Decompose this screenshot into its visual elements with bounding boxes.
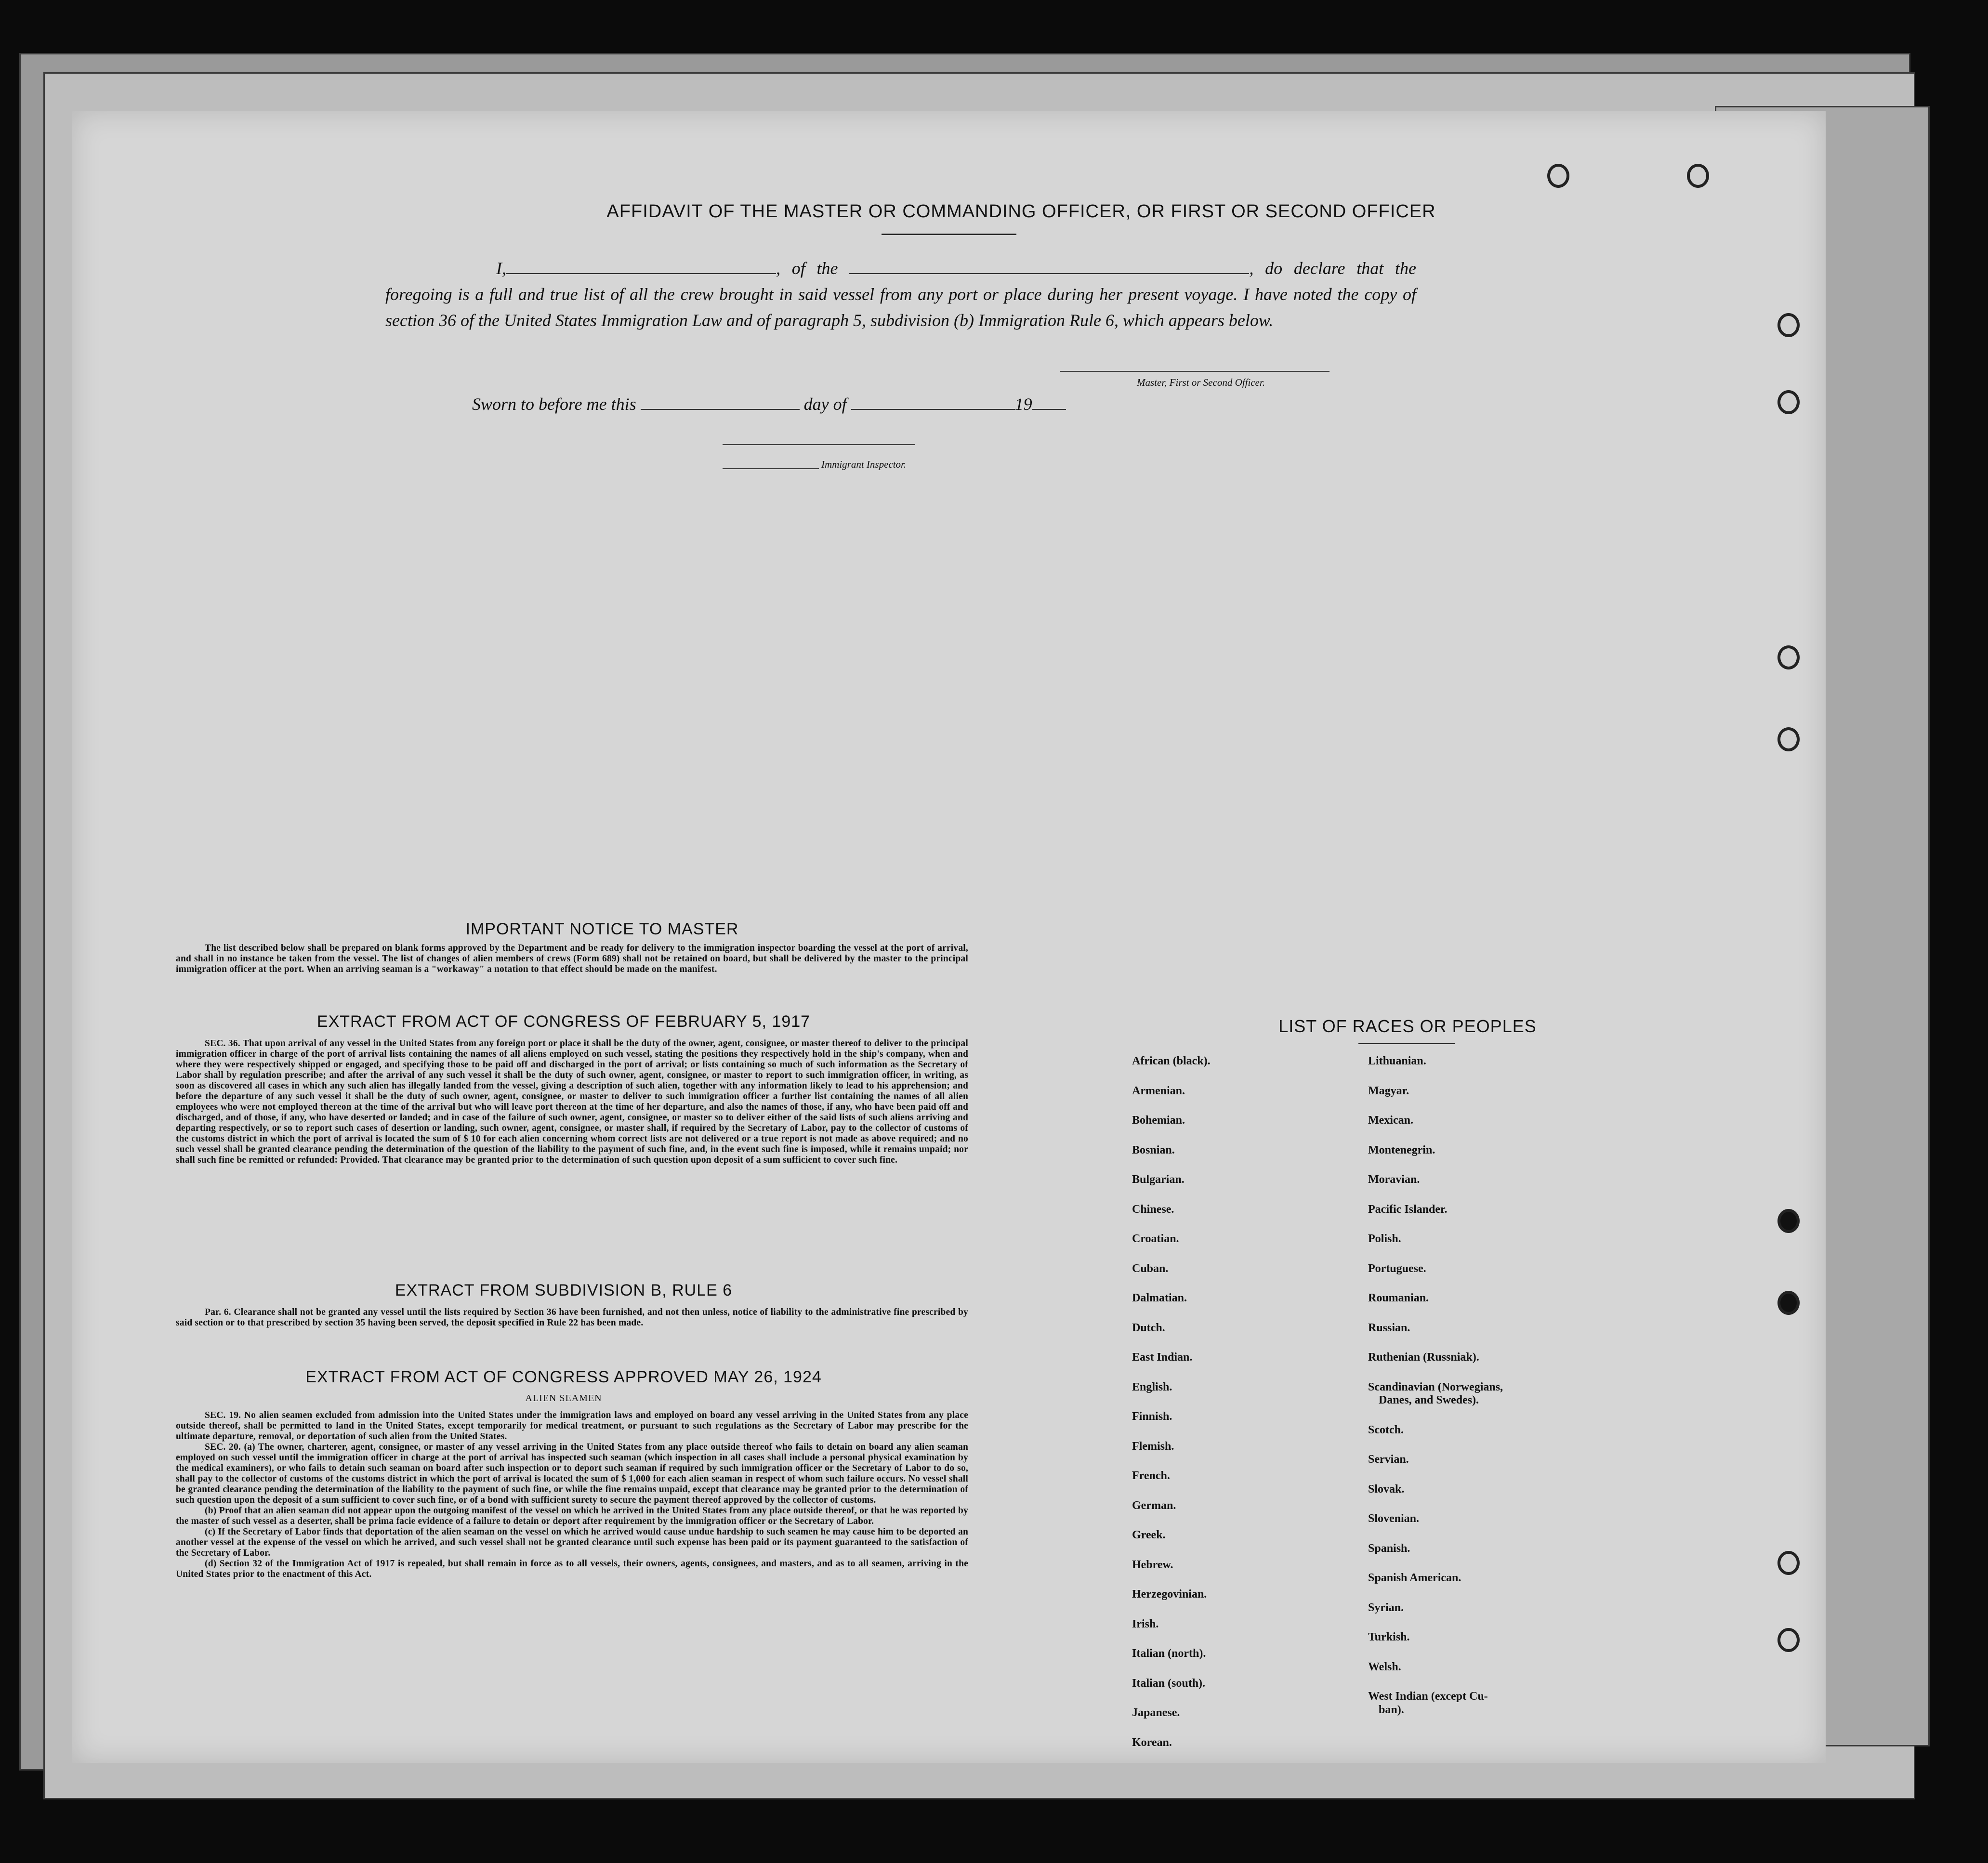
- binding-hole-icon: [1777, 1291, 1800, 1315]
- race-item: Syrian.: [1368, 1601, 1404, 1614]
- race-item: Irish.: [1132, 1617, 1159, 1630]
- race-item: Scotch.: [1368, 1423, 1404, 1436]
- races-left-column: [1132, 1055, 1211, 1766]
- race-item: Danes, and Swedes).: [1379, 1394, 1479, 1406]
- extract-1924-text: SEC. 19. No alien seamen excluded from admission into the United States under the immigration laws and employed on board any vessel arriving in the United States from any place outside thereof, shall be permitted to land in the United States, except temporarily for medical treatment, or pursuant to such regulations as the Secretary of Labor may prescribe for the ultimate departure, removal, or deportation of such alien from the United States. SEC. 20. (a) The owner, charterer, agent, consignee, or master of any vessel arriving in the United States from any place outside thereof who fails to detain on board any alien seaman employed on such vessel until the immigration officer in charge at the port of arrival has inspected such seaman (which inspection in all cases shall include a personal physical examination by the medical examiners), or who fails to detain such seaman on board after such inspection or to deport such seaman if required by such immigration officer or the Secretary of Labor to do so, shall pay to the collector of customs of the customs district in which the port of arrival is located the sum of $ 1,000 for each alien seaman in respect of whom such failure occurs. No vessel shall be granted clearance pending the determination of the liability to the payment of such fine, or while the fine remains unpaid, except that clearance may be granted prior to the determination of such question upon the deposit of a sum sufficient to cover such fine, or of a bond with sufficient surety to secure the payment thereof approved by the collector of customs. (b) Proof that an alien seaman did not appear upon the outgoing manifest of the vessel on which he arrived in the United States from any place outside thereof, or that he was reported by the master of such vessel as a deserter, shall be prima facie evidence of a failure to detain or deport after requirement by the immigration officer or the Secretary of Labor. (c) If the Secretary of Labor finds that deportation of the alien seaman on the vessel on which he arrived would cause undue hardship to such seamen he may cause him to be deported an another vessel at the expense of the vessel on which he arrived, and such vessel shall not be granted clearance until such expense has been paid or its payment guaranteed to the satisfaction of the Secretary of Labor. (d) Section 32 of the Immigration Act of 1917 is repealed, but shall remain in force as to all vessels, their owners, agents, consignees, and masters, and as to all seamen, arriving in the United States prior to the enactment of this Act.: [176, 1410, 968, 1579]
- affidavit-title: AFFIDAVIT OF THE MASTER OR COMMANDING OFFICER, OR FIRST OR SECOND OFFICER: [606, 201, 1436, 222]
- extract-1924-title: EXTRACT FROM ACT OF CONGRESS APPROVED MAY 26, 1924: [305, 1368, 822, 1386]
- race-item: German.: [1132, 1499, 1176, 1512]
- extract-1917-title: EXTRACT FROM ACT OF CONGRESS OF FEBRUARY 5, 1917: [316, 1012, 811, 1031]
- manifest-back-page: [72, 111, 1826, 1763]
- races-right-column: [1368, 1055, 1503, 1733]
- race-item: Hebrew.: [1132, 1558, 1173, 1571]
- race-item: West Indian (except Cu-: [1368, 1690, 1488, 1703]
- race-item: East Indian.: [1132, 1351, 1193, 1364]
- race-item: Bohemian.: [1132, 1114, 1185, 1127]
- race-item: Italian (south).: [1132, 1677, 1206, 1690]
- race-item: Cuban.: [1132, 1262, 1169, 1275]
- race-item: French.: [1132, 1469, 1170, 1482]
- inspector-caption: Immigrant Inspector.: [821, 459, 907, 470]
- alien-seamen-subtitle: ALIEN SEAMEN: [525, 1393, 602, 1404]
- affidavit-body: [385, 255, 1416, 333]
- race-item: Ruthenian (Russniak).: [1368, 1351, 1479, 1364]
- signature-caption: Master, First or Second Officer.: [1137, 377, 1265, 388]
- race-item: Slovak.: [1368, 1483, 1405, 1496]
- binding-hole-icon: [1777, 1551, 1800, 1575]
- race-item: Polish.: [1368, 1233, 1401, 1245]
- race-item: Bulgarian.: [1132, 1173, 1185, 1186]
- race-item: Spanish American.: [1368, 1572, 1461, 1584]
- year-blank: [1032, 394, 1066, 410]
- sworn-label: Sworn to before me this: [472, 394, 636, 414]
- race-item: Japanese.: [1132, 1706, 1180, 1719]
- binding-hole-icon: [1777, 645, 1800, 669]
- race-item: ban).: [1379, 1703, 1404, 1716]
- title-underline: [882, 234, 1016, 235]
- binding-hole-icon: [1777, 390, 1800, 414]
- do-declare-label: , do declare: [1249, 259, 1345, 278]
- race-item: Croatian.: [1132, 1233, 1179, 1245]
- race-item: Pacific Islander.: [1368, 1203, 1448, 1216]
- race-item: Welsh.: [1368, 1660, 1401, 1673]
- extract-rule6-text: Par. 6. Clearance shall not be granted any vessel until the lists required by Section 36 have been furnished, and not then unless, notice of liability to the administrative fine prescribed by said section or to that prescribed by section 35 having been served, the deposit specified in Rule 22 has been made.: [176, 1307, 968, 1328]
- race-item: Finnish.: [1132, 1410, 1172, 1423]
- inspector-signature-line: [723, 444, 915, 445]
- race-item: Russian.: [1368, 1321, 1410, 1334]
- race-item: Scandinavian (Norwegians,: [1368, 1380, 1503, 1393]
- year-prefix: 19: [1014, 394, 1032, 414]
- race-item: African (black).: [1132, 1055, 1211, 1067]
- day-of-label: day of: [803, 394, 847, 414]
- race-item: Dutch.: [1132, 1321, 1165, 1334]
- race-item: Magyar.: [1368, 1084, 1409, 1097]
- extract-rule6-title: EXTRACT FROM SUBDIVISION B, RULE 6: [395, 1281, 733, 1299]
- race-item: English.: [1132, 1380, 1172, 1393]
- race-item: Italian (north).: [1132, 1647, 1206, 1660]
- affidavit-text: that the foregoing is a full and true list of all the crew brought in said vessel from any port or place during her present voyage. I have noted the copy of section 36 of the United States Immigration Law and of paragraph 5, subdivision (b) Immigration Rule 6, which appears below.: [385, 259, 1417, 330]
- important-notice-title: IMPORTANT NOTICE TO MASTER: [465, 920, 739, 938]
- race-item: Flemish.: [1132, 1440, 1174, 1453]
- race-item: Spanish.: [1368, 1542, 1410, 1555]
- vessel-blank: [849, 259, 1249, 274]
- race-item: Moravian.: [1368, 1173, 1420, 1186]
- race-item: Herzegovinian.: [1132, 1588, 1207, 1601]
- race-item: Korean.: [1132, 1736, 1172, 1749]
- binding-hole-icon: [1547, 164, 1569, 188]
- important-notice-text: The list described below shall be prepared on blank forms approved by the Department and be ready for delivery to the immigration inspector boarding the vessel at the port of arrival, and shall in no instance be taken from the vessel. The list of changes of alien members of crews (Form 689) shall not be retained on board, but shall be delivered by the master to the principal immigration officer at the port. When an arriving seaman is a "workaway" a notation to that effect should be made on the manifest.: [176, 943, 968, 974]
- sworn-month-blank: [851, 394, 1015, 410]
- sworn-day-blank: [641, 394, 800, 410]
- i-label: I,: [496, 259, 506, 278]
- of-the-label: , of the: [776, 259, 838, 278]
- race-item: Armenian.: [1132, 1084, 1185, 1097]
- race-item: Turkish.: [1368, 1631, 1410, 1643]
- binding-hole-icon: [1687, 164, 1709, 188]
- race-item: Slovenian.: [1368, 1512, 1420, 1525]
- inspector-caption-line: [723, 468, 819, 469]
- races-underline: [1358, 1043, 1455, 1044]
- race-item: Montenegrin.: [1368, 1143, 1435, 1156]
- signature-line: [1060, 371, 1330, 372]
- race-item: Mexican.: [1368, 1114, 1413, 1127]
- name-blank: [506, 259, 776, 274]
- binding-hole-icon: [1777, 313, 1800, 337]
- race-item: Roumanian.: [1368, 1292, 1429, 1304]
- race-item: Portuguese.: [1368, 1262, 1426, 1275]
- binding-hole-icon: [1777, 1628, 1800, 1652]
- sworn-line: [472, 394, 1066, 414]
- extract-1917-text: SEC. 36. That upon arrival of any vessel in the United States from any foreign port or place it shall be the duty of the owner, agent, consignee, or master thereof to deliver to the principal immigration officer in charge of the port of arrival lists containing the names of all aliens employed on such vessel, stating the positions they respectively hold in the ship's company, when and where they were respectively shipped or engaged, and specifying those to be paid off and discharged in the port of arrival; or lists containing so much of such information as the Secretary of Labor shall by regulation prescribe; and after the arrival of any such vessel it shall be the duty of such owner, agent, consignee, or master to report to such immigration officer, in writing, as soon as discovered all cases in which any such alien has illegally landed from the vessel, giving a description of such alien, together with any information likely to lead to his apprehension; and before the departure of any such vessel it shall be the duty of such owner, agent, consignee, or master to deliver to such immigration officer a further list containing the names of all alien employees who were not employed thereon at the time of the arrival but who will leave port thereon at the time of her departure, and also the names of those, if any, who have been paid off and discharged, and of those, if any, who have deserted or landed; and in case of the failure of such owner, agent, consignee, or master so to deliver either of the said lists of such aliens arriving and departing respectively, or so to report such cases of desertion or landing, such owner, agent, consignee, or master shall, if required by the Secretary of Labor, pay to the collector of customs of the customs district in which the port of arrival is located the sum of $ 10 for each alien concerning whom correct lists are not delivered or a true report is not made as above required; and no such vessel shall be granted clearance pending the determination of the question of the liability to the payment of such fine, and, in the event such fine is imposed, while it remains unpaid; nor shall such fine be remitted or refunded: Provided. That clearance may be granted prior to the determination of such question upon deposit of a sum sufficient to cover such fine.: [176, 1038, 968, 1165]
- race-item: Lithuanian.: [1368, 1055, 1426, 1067]
- race-item: Greek.: [1132, 1529, 1166, 1541]
- race-item: Dalmatian.: [1132, 1292, 1187, 1304]
- race-item: Chinese.: [1132, 1203, 1174, 1216]
- binding-hole-icon: [1777, 727, 1800, 751]
- binding-hole-icon: [1777, 1209, 1800, 1233]
- races-title: LIST OF RACES OR PEOPLES: [1278, 1016, 1537, 1036]
- race-item: Servian.: [1368, 1453, 1409, 1466]
- race-item: Bosnian.: [1132, 1143, 1175, 1156]
